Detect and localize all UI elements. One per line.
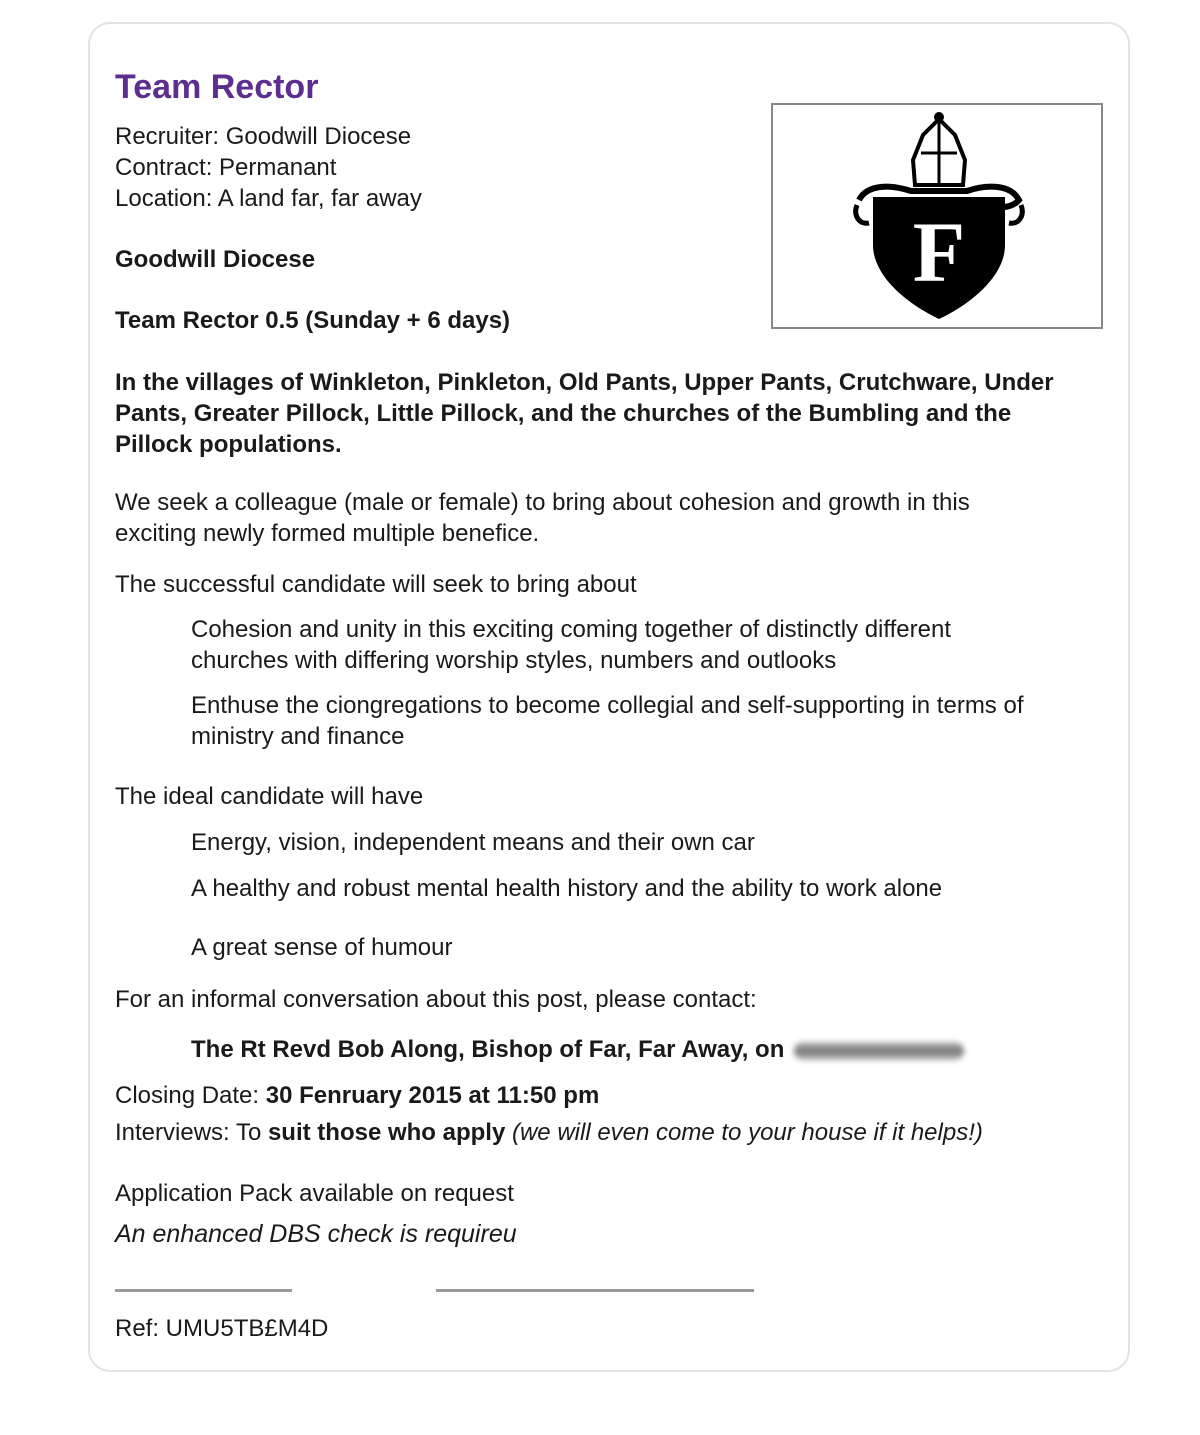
successful-item: Enthuse the ciongregations to become collegial and self-supporting in terms of ministry and finance [191,692,1024,750]
ideal-item: A great sense of humour [191,934,453,961]
closing-label: Closing Date: [115,1082,266,1109]
ideal-intro: The ideal candidate will have [115,783,424,810]
emblem-letter: F [912,204,966,300]
application-pack: Application Pack available on request [115,1180,514,1207]
contract-line: Contract: Permanant [115,154,337,181]
interviews-note: (we will even come to your house if it helps!) [511,1119,983,1146]
interviews-label: Interviews: To [115,1119,268,1146]
interviews-value: suit those who apply [267,1119,506,1146]
ideal-item: A healthy and robust mental health history and the ability to work alone [191,875,943,902]
page-title: Team Rector [115,68,319,106]
mitre-shield-icon [773,105,1105,331]
job-meta [115,121,422,214]
contact-name: The Rt Revd Bob Along, Bishop of Far, Far Away, on [191,1036,785,1063]
interviews [115,1117,983,1148]
redacted-phone [794,1042,964,1060]
seek-paragraph: We seek a colleague (male or female) to bring about cohesion and growth in this exciting newly formed multiple benefice. [115,489,970,547]
org-name: Goodwill Diocese [115,246,316,273]
contact-intro: For an informal conversation about this post, please contact: [115,986,757,1013]
dbs-note: An enhanced DBS check is requireu [115,1220,517,1248]
villages-paragraph: In the villages of Winkleton, Pinkleton, Old Pants, Upper Pants, Crutchware, Under Pants, Greater Pillock, Little Pillock, and the churches of the Bumbling and the Pillock populations. [115,369,1054,458]
location-line: Location: A land far, far away [115,185,422,212]
closing-value: 30 Fenruary 2015 at 11:50 pm [265,1082,600,1109]
recruiter-line: Recruiter: Goodwill Diocese [115,123,412,150]
closing-date [115,1080,599,1111]
successful-item: Cohesion and unity in this exciting coming together of distinctly different churches with differing worship styles, numbers and outlooks [191,616,951,674]
contact-line [191,1034,964,1065]
successful-intro: The successful candidate will seek to bring about [115,571,637,598]
reference: Ref: UMU5TB£M4D [115,1315,329,1342]
post-title: Team Rector 0.5 (Sunday + 6 days) [115,307,511,334]
diocese-emblem [771,103,1103,329]
ideal-item: Energy, vision, independent means and their own car [191,829,755,856]
divider [436,1289,754,1292]
divider [115,1289,292,1292]
